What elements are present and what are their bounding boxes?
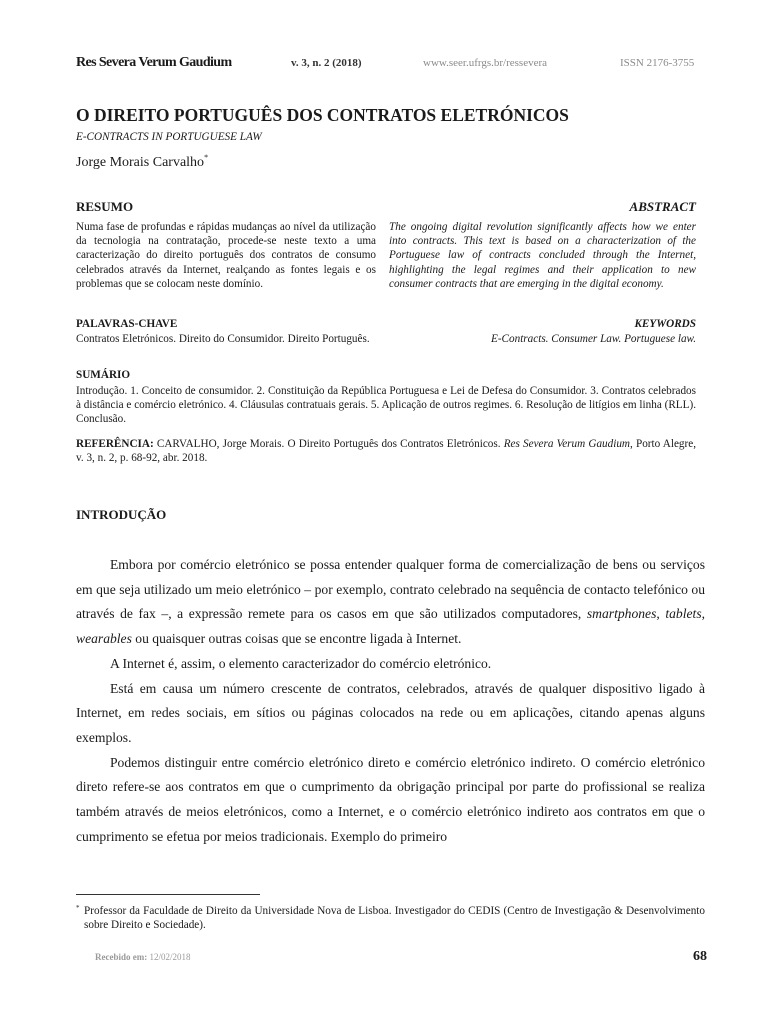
article-subtitle: E-CONTRACTS IN PORTUGUESE LAW <box>76 131 262 143</box>
section-heading-introducao: INTRODUÇÃO <box>76 507 167 522</box>
resumo-text: Numa fase de profundas e rápidas mudanças ao nível da utilização da tecnologia na contratação, procede-se neste texto a uma caracterização do direito português dos contratos de consumo celebrados através da Internet, realçando as fontes legais e os problemas que se colocam neste domínio. <box>76 221 376 290</box>
reference <box>76 437 696 465</box>
issn: ISSN 2176-3755 <box>620 57 695 69</box>
resumo-heading: RESUMO <box>76 199 134 214</box>
separator: , <box>656 606 666 622</box>
footnote-divider <box>76 894 260 895</box>
received-date <box>95 952 191 962</box>
received-date-value: 12/02/2018 <box>147 952 191 962</box>
keywords-en-text: E-Contracts. Consumer Law. Portuguese law. <box>490 333 696 345</box>
keywords-en-heading: KEYWORDS <box>634 318 696 330</box>
received-label: Recebido em: <box>95 952 148 962</box>
paragraph-2: A Internet é, assim, o elemento caracterizador do comércio eletrónico. <box>110 655 492 671</box>
author <box>76 155 208 171</box>
keywords-pt-text: Contratos Eletrónicos. Direito do Consumidor. Direito Português. <box>76 333 370 345</box>
paragraph-1-text-a: Embora por comércio eletrónico se possa entender qualquer forma de comercialização de bens ou serviços em que seja utilizado um meio eletrónico – por exemplo, contrato celebrado na sequência de contacto telefónico ou através de fax –, a expressão remete para os casos em que são utilizados computadores, <box>76 557 705 622</box>
author-footnote-mark[interactable]: * <box>204 153 209 162</box>
sumario-text: Introdução. 1. Conceito de consumidor. 2. Constituição da República Portuguesa e Lei de Defesa do Consumidor. 3. Contratos celebrados à distância e comércio eletrónico. 4. Cláusulas contratuais gerais. 5. Aplicação de outros regimes. 6. Resolução de litígios em linha (RLL). Conclusão. <box>76 385 696 426</box>
author-name: Jorge Morais Carvalho <box>76 155 205 170</box>
volume-info: v. 3, n. 2 (2018) <box>291 57 362 69</box>
journal-url[interactable]: www.seer.ufrgs.br/ressevera <box>423 57 548 69</box>
page-number: 68 <box>693 949 707 964</box>
term-smartphones: smartphones <box>586 606 657 622</box>
abstract-text: The ongoing digital revolution significantly affects how we enter into contracts. This text is based on a characterization of the Portuguese law of contracts concluded through the Internet, highlighting the legal regimes and their application to new consumer contracts that are emerging in the digital economy. <box>389 221 696 290</box>
footnote-text: Professor da Faculdade de Direito da Universidade Nova de Lisboa. Investigador do CEDIS (Centro de Investigação & Desenvolvimento sobre Direito e Sociedade). <box>84 905 705 931</box>
term-tablets: tablets <box>665 606 702 622</box>
reference-journal: Res Severa Verum Gaudium <box>503 438 631 450</box>
sumario-heading: SUMÁRIO <box>76 369 131 381</box>
separator: , <box>701 606 706 622</box>
reference-label: REFERÊNCIA: <box>76 438 154 450</box>
footnote <box>76 904 705 932</box>
abstract-heading: ABSTRACT <box>629 199 696 214</box>
term-wearables: wearables <box>76 631 132 647</box>
footnote-mark: * <box>76 904 80 912</box>
article-title: O DIREITO PORTUGUÊS DOS CONTRATOS ELETRÓNICOS <box>76 105 569 125</box>
journal-name: Res Severa Verum Gaudium <box>76 55 232 70</box>
paragraph-3: Está em causa um número crescente de contratos, celebrados, através de qualquer dispositivo ligado à Internet, em redes sociais, em sítios ou páginas colocados na rede ou em aplicações, citando apenas alguns exemplos. <box>76 680 705 745</box>
body-text <box>76 553 705 849</box>
keywords-pt-heading: PALAVRAS-CHAVE <box>76 318 178 330</box>
paragraph-1-text-b: ou quaisquer outras coisas que se encontre ligada à Internet. <box>131 631 462 647</box>
reference-text-before: CARVALHO, Jorge Morais. O Direito Português dos Contratos Eletrónicos. <box>153 438 504 450</box>
reference-text-after: , Porto Alegre, v. 3, n. 2, p. 68-92, abr. 2018. <box>76 438 696 465</box>
paragraph-4: Podemos distinguir entre comércio eletrónico direto e comércio eletrónico indireto. O comércio eletrónico direto refere-se aos contratos em que o cumprimento da obrigação principal por parte do profissional se realiza também através de meios eletrónicos, como a Internet, e o comércio eletrónico indireto aos contratos em que o cumprimento se efetua por meios tradicionais. Exemplo do primeiro <box>76 754 705 844</box>
paragraph-1 <box>76 553 705 652</box>
